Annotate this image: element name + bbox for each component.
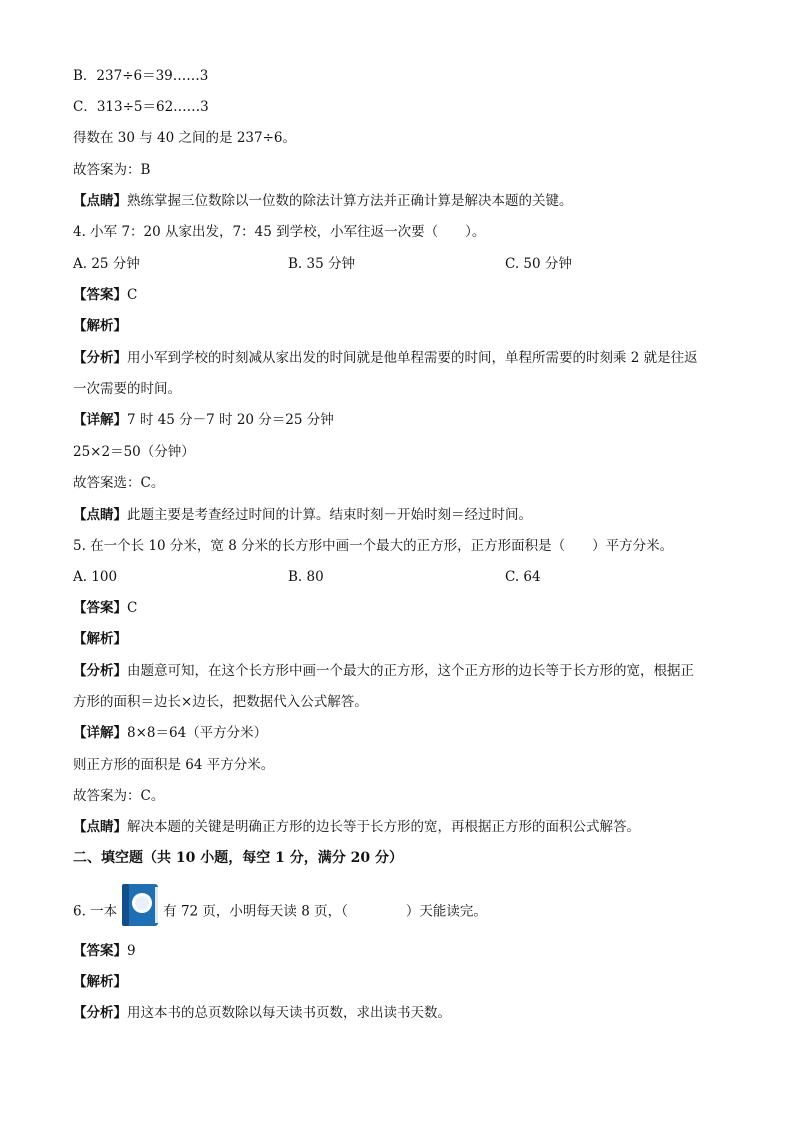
option-b-line: B．237÷6＝39……3 [73, 68, 209, 84]
q5-detail-2: 则正方形的面积是 64 平方分米。 [73, 757, 275, 773]
tip-tag: 【点睛】 [73, 507, 127, 523]
analysis-text: 用小军到学校的时刻减从家出发的时间就是他单程需要的时间，单程所需要的时刻乘 2 就是往返 [127, 350, 698, 366]
analysis-tag: 【分析】 [73, 1005, 127, 1021]
question-5: 5. 在一个长 10 分米，宽 8 分米的长方形中画一个最大的正方形，正方形面积是（ ）平方分米。 [73, 538, 674, 554]
q4-tip [73, 506, 532, 524]
q6-end: ）天能读完。 [405, 903, 487, 920]
question-6 [73, 895, 487, 929]
result-line: 得数在 30 与 40 之间的是 237÷6。 [73, 130, 296, 146]
q4-detail-1 [73, 411, 334, 429]
q6-answer [73, 942, 136, 960]
analysis-text: 用这本书的总页数除以每天读书页数，求出读书天数。 [127, 1005, 451, 1021]
q5-option-b: B. 80 [288, 569, 324, 585]
q5-answer [73, 599, 137, 617]
q6-analysis-heading: 【解析】 [73, 974, 127, 990]
q5-analysis-2: 方形的面积＝边长×边长，把数据代入公式解答。 [73, 694, 368, 710]
tip-text: 此题主要是考查经过时间的计算。结束时刻－开始时刻＝经过时间。 [127, 507, 532, 523]
q4-answer [73, 286, 137, 304]
answer-tag: 【答案】 [73, 943, 127, 959]
q6-analysis [73, 1004, 451, 1022]
q4-detail-3: 故答案选：C。 [73, 475, 165, 491]
q4-analysis-1 [73, 349, 698, 367]
book-icon-svg [119, 881, 161, 929]
section-heading: 二、填空题（共 10 小题，每空 1 分，满分 20 分） [73, 850, 403, 866]
q5-detail-3: 故答案为：C。 [73, 788, 165, 804]
answer-value: 9 [127, 943, 136, 959]
q5-option-a: A. 100 [73, 569, 118, 585]
tip-tag: 【点睛】 [73, 193, 127, 209]
tip-line [73, 192, 573, 210]
tip-tag: 【点睛】 [73, 819, 127, 835]
q4-detail-2: 25×2＝50（分钟） [73, 444, 195, 460]
detail-text: 8×8＝64（平方分米） [127, 725, 268, 741]
q5-analysis-1 [73, 662, 694, 680]
q5-tip [73, 818, 640, 836]
analysis-tag: 【分析】 [73, 663, 127, 679]
detail-tag: 【详解】 [73, 412, 127, 428]
tip-text: 解决本题的关键是明确正方形的边长等于长方形的宽，再根据正方形的面积公式解答。 [127, 819, 640, 835]
answer-conclusion: 故答案为：B [73, 162, 151, 178]
q5-option-c: C. 64 [505, 569, 541, 585]
answer-tag: 【答案】 [73, 287, 127, 303]
q4-option-b: B. 35 分钟 [288, 256, 355, 272]
answer-value: C [127, 287, 138, 303]
q6-prefix: 6. 一本 [73, 903, 118, 920]
book-icon [119, 881, 161, 929]
analysis-text: 由题意可知，在这个长方形中画一个最大的正方形，这个正方形的边长等于长方形的宽，根据正 [127, 663, 694, 679]
detail-text: 7 时 45 分－7 时 20 分＝25 分钟 [127, 412, 334, 428]
q4-option-a: A. 25 分钟 [73, 256, 140, 272]
tip-text: 熟练掌握三位数除以一位数的除法计算方法并正确计算是解决本题的关键。 [127, 193, 573, 209]
answer-value: C [127, 600, 138, 616]
option-c-line: C．313÷5＝62……3 [73, 99, 209, 115]
q5-analysis-heading: 【解析】 [73, 631, 127, 647]
analysis-tag: 【分析】 [73, 350, 127, 366]
q4-option-c: C. 50 分钟 [505, 256, 572, 272]
q5-detail-1 [73, 724, 267, 742]
answer-tag: 【答案】 [73, 600, 127, 616]
q4-analysis-2: 一次需要的时间。 [73, 381, 181, 397]
q4-analysis-heading: 【解析】 [73, 318, 127, 334]
question-4: 4. 小军 7：20 从家出发，7：45 到学校，小军往返一次要（ ）。 [73, 224, 486, 240]
q6-middle: 有 72 页，小明每天读 8 页，（ [163, 903, 348, 920]
detail-tag: 【详解】 [73, 725, 127, 741]
